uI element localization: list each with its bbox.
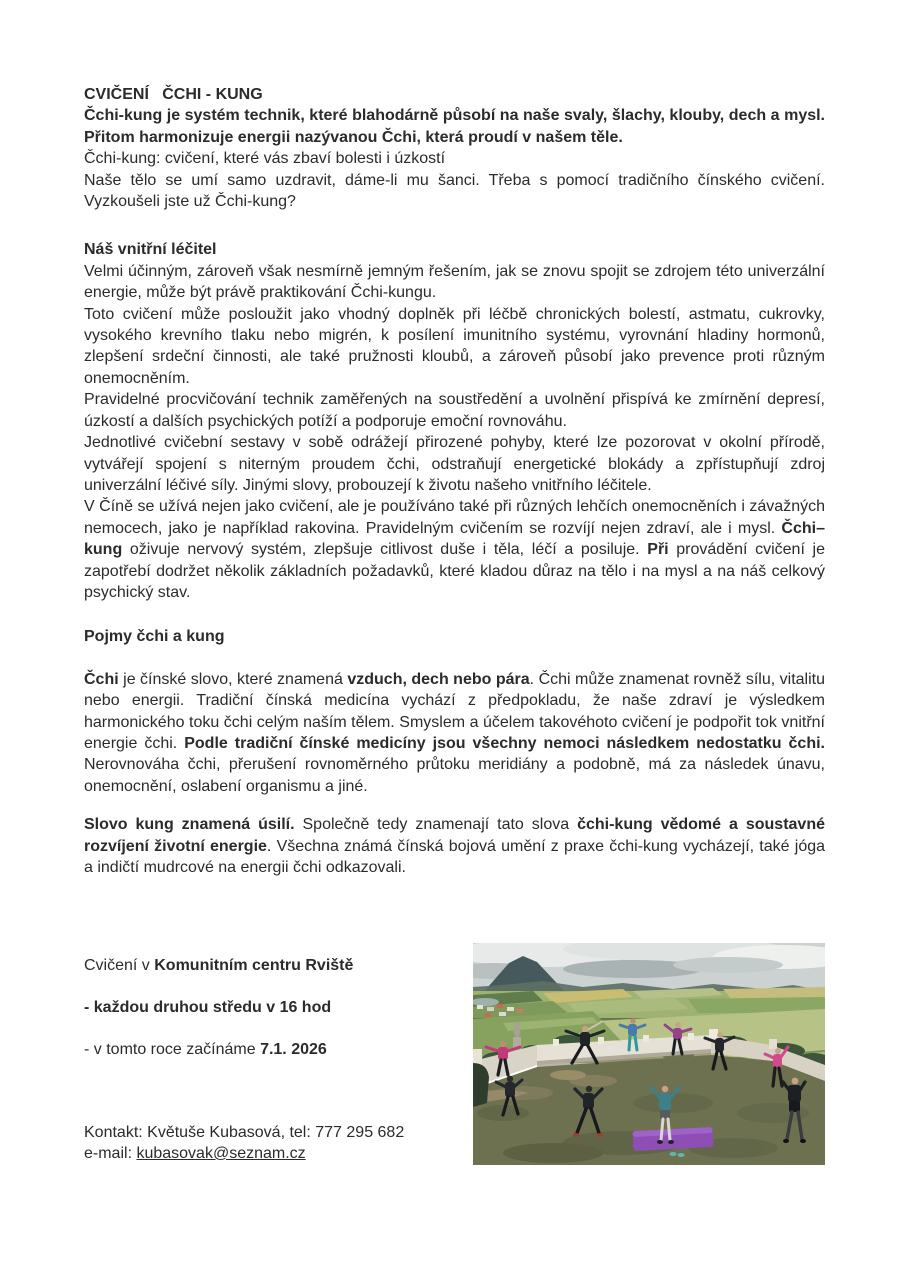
text-run: Pojmy čchi a kung [84, 628, 225, 646]
text-run: - každou druhou středu v 16 hod [84, 999, 332, 1016]
text-run: Komunitním centru Rviště [154, 957, 354, 974]
text-run: Kontakt: Květuše Kubasová, tel: 777 295 682 [84, 1124, 405, 1141]
paragraph-lead [84, 105, 825, 148]
footer-info-column [84, 943, 473, 1164]
text-run: Podle tradiční čínské medicíny jsou všechny nemoci následkem nedostatku čchi. [184, 734, 825, 752]
text-run: CVIČENÍ ČCHI - KUNG [84, 86, 263, 103]
text-run: - v tomto roce začínáme [84, 1041, 261, 1058]
text-run: je čínské slovo, které znamená [118, 670, 348, 688]
paragraph-subtitle [84, 148, 825, 169]
yoga-mat [633, 1127, 714, 1151]
venue-line [84, 955, 473, 976]
start-date-line [84, 1039, 473, 1060]
heading-terms [84, 626, 825, 647]
text-run: Naše tělo se umí samo uzdravit, dáme-li mu šanci. Třeba s pomocí tradičního čínského cvičení. Vyzkoušeli jste už Čchi-kung? [84, 171, 825, 211]
text-run: . Všechna známá čínská bojová umění z praxe čchi-kung vycházejí, také jóga a indičtí mudrcové na energii čchi odkazovali. [84, 837, 826, 876]
text-run: čchi-kung vědomé a soustavné rozvíjení životní energie [84, 816, 825, 855]
text-run: e-mail: [84, 1145, 137, 1162]
text-run: Čchi–kung [84, 519, 825, 559]
document-body [84, 84, 825, 878]
text-run: Čchi [84, 670, 119, 688]
text-run: Cvičení v [84, 957, 155, 974]
text-run: provádění cvičení je zapotřebí dodržet několik základních požadavků, které kladou důraz na tělo i na mysl a na náš celkový psychický stav. [84, 541, 826, 601]
paragraph-mental-benefits [84, 389, 825, 432]
heading-inner-healer [84, 239, 825, 260]
photo-qigong-group [473, 943, 825, 1165]
footer-section [84, 943, 825, 1165]
contact-line [84, 1122, 473, 1143]
text-run: Jednotlivé cvičební sestavy v sobě odrážejí přirozené pohyby, které lze pozorovat v okolní přírodě, vytvářejí spojení s niterným proudem čchi, odstraňují energetické blokády a zpřístupňují zdroj univerzální léčivé síly. Jinými slovy, probouzejí k životu našeho vnitřního léčitele. [84, 434, 825, 494]
paragraph-kung-meaning [84, 814, 825, 878]
text-run: 7.1. 2026 [260, 1041, 327, 1058]
schedule-line [84, 997, 473, 1018]
email-link[interactable]: kubasovak@seznam.cz [136, 1145, 306, 1162]
paragraph-gentle-solution [84, 261, 825, 304]
text-run: . Čchi může znamenat rovněž sílu, vitalitu nebo energii. Tradiční čínská medicína vychází z předpokladu, že naše zdraví je výsledkem harmonického toku čchi celým naším tělem. Smyslem a účelem takovéhoto cvičení je podpořit tok vnitřní energie čchi. [84, 670, 825, 752]
text-run: vzduch, dech nebo pára [347, 670, 530, 688]
paragraph-china-usage [84, 496, 825, 603]
text-run: Při [647, 541, 669, 559]
text-run: Pravidelné procvičování technik zaměřených na soustředění a uvolnění přispívá ke zmírnění depresí, úzkostí a dalších psychických potíží a podporuje emoční rovnováhu. [84, 391, 825, 430]
email-line [84, 1143, 473, 1164]
text-run: Náš vnitřní léčitel [84, 241, 217, 259]
text-run: Nerovnováha čchi, přerušení rovnoměrného průtoku meridiány a podobně, má za následek únavu, onemocnění, oslabení organismu a jiné. [84, 756, 825, 795]
text-run: Toto cvičení může posloužit jako vhodný doplněk při léčbě chronických bolestí, astmatu, cukrovky, vysokého krevního tlaku nebo migrén, k posílení imunitního systému, vyrovnání hladiny hormonů, zlepšení srdeční činnosti, ale také pružnosti kloubů, a zároveň působí jako prevence proti různým onemocněním. [84, 305, 825, 387]
text-run: oživuje nervový systém, zlepšuje citlivost duše i těla, léčí a posiluje. [122, 541, 648, 559]
text-run: Velmi účinným, zároveň však nesmírně jemným řešením, jak se znovu spojit se zdrojem této univerzální energie, může být právě praktikování Čchi-kungu. [84, 262, 825, 302]
paragraph-health-benefits [84, 304, 825, 390]
text-run: Čchi-kung: cvičení, které vás zbaví bolesti i úzkostí [84, 150, 446, 168]
paragraph-chi-meaning [84, 669, 825, 797]
text-run: Čchi-kung je systém technik, které blahodárně působí na naše svaly, šlachy, klouby, dech a mysl. Přitom harmonizuje energii nazývanou Čchi, která proudí v našem těle. [84, 107, 825, 146]
paragraph-intro [84, 170, 825, 213]
text-run: V Číně se užívá nejen jako cvičení, ale je používáno také při různých lehčích onemocněních i závažných nemocech, jako je například rakovina. Pravidelným cvičením se rozvíjí nejen zdraví, ale i mysl. [84, 498, 825, 537]
document-title [84, 84, 825, 105]
text-run: Slovo kung znamená úsilí. [84, 816, 295, 834]
paragraph-nature-movements [84, 432, 825, 496]
text-run: Společně tedy znamenají tato slova [294, 816, 578, 834]
